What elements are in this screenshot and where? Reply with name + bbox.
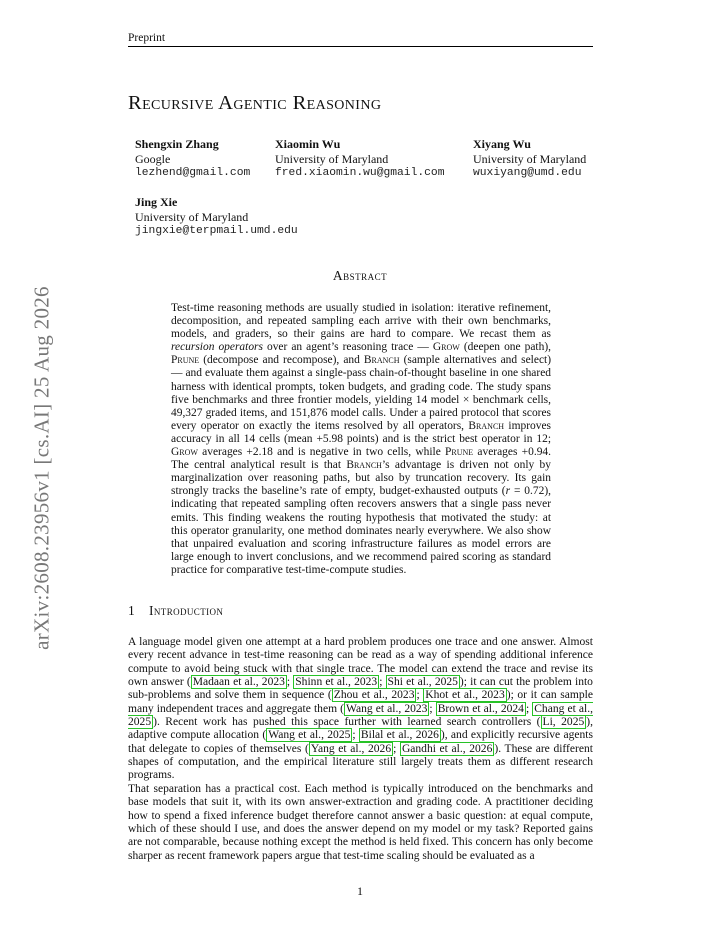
paragraph-text: ;	[393, 742, 400, 755]
citation-link[interactable]: Wang et al., 2025	[268, 729, 351, 742]
author-affiliation: Google	[135, 151, 171, 166]
intro-paragraph: That separation has a practical cost. Each method is typically introduced on the benchmarks and base models that suit it, with its own answer-extraction and grading code. A practitioner deciding how to spend a fixed inference budget therefore cannot answer a basic question: at equal compute, which of these should I use, and does the answer depend on my model or my task? Reported gains are not comparable, because nothing except the method is held fixed. This concern has only become sharper as recent framework papers argue that test-time scaling should be evaluated as a	[128, 783, 593, 862]
author-email: lezhend@gmail.com	[135, 167, 251, 179]
abstract-text: improves accuracy in all 14 cells (mean +5.98 points) and is the strict best operator in 12;	[171, 419, 551, 445]
paragraph-text: ); or it can sample many independent traces and aggregate them (	[128, 689, 593, 715]
intro-paragraph	[128, 636, 593, 783]
citation-link[interactable]: Brown et al., 2024	[437, 702, 524, 715]
citation-link[interactable]: Li, 2025	[542, 716, 585, 729]
paragraph-text: ;	[429, 702, 436, 715]
abstract-text: (decompose and recompose), and	[199, 354, 364, 367]
page-number: 1	[357, 884, 363, 898]
operator-prune: Prune	[445, 446, 474, 459]
paragraph-text: ;	[525, 702, 533, 715]
section-heading	[128, 603, 223, 619]
operator-grow: Grow	[432, 341, 460, 354]
abstract-text: (sample alternatives and select) — and evaluate them against a single-pass chain-of-thought baseline in one shared harness with identical prompts, token budgets, and grading code. The study spans five benchmarks and three frontier models, yielding 14 model × benchmark cells, 49,327 graded items, and 151,876 model calls. Under a paired protocol that scores every operator on exactly the items resolved by all operators,	[171, 354, 552, 432]
header-rule	[128, 46, 593, 47]
citation-link[interactable]: Zhou et al., 2023	[333, 689, 415, 702]
paragraph-text: ), adaptive compute allocation (	[128, 716, 593, 742]
author-name: Jing Xie	[135, 195, 178, 209]
citation-link[interactable]: Bilal et al., 2026	[360, 729, 439, 742]
author-block	[473, 137, 586, 181]
section-title: Introduction	[149, 603, 224, 618]
arxiv-side-identifier: arXiv:2608.23956v1 [cs.AI] 25 Aug 2026	[29, 286, 54, 650]
paragraph-text: A language model given one attempt at a hard problem produces one trace and one answer. Almost every recent advance in test-time reasoning can be read as a way of spending additional inference compute to avoid being stuck with that single trace. The model can extend the trace and revise its own answer (	[128, 636, 593, 689]
paragraph-text: ). These are different shapes of computation, and the empirical literature still largely treats them as different research programs.	[128, 742, 593, 782]
citation-link[interactable]: Shi et al., 2025	[387, 676, 458, 689]
citation-link[interactable]: Khot et al., 2023	[425, 689, 505, 702]
citation-link[interactable]: Gandhi et al., 2026	[401, 742, 493, 755]
abstract-text: ’s advantage is driven not only by marginalization over reasoning paths, but also by truncation recovery. Its gain strongly tracks the baseline’s rate of empty, budget-exhausted outputs (	[171, 459, 551, 498]
operator-branch: Branch	[363, 354, 400, 367]
author-affiliation: University of Maryland	[473, 151, 587, 166]
paper-title: Recursive Agentic Reasoning	[128, 92, 382, 114]
citation-link[interactable]: Madaan et al., 2023	[192, 676, 285, 689]
citation-link[interactable]: Wang et al., 2023	[345, 702, 428, 715]
author-name: Xiyang Wu	[473, 137, 531, 151]
abstract-heading: Abstract	[332, 268, 388, 283]
abstract-text: Test-time reasoning methods are usually studied in isolation: iterative refinement, decomposition, and repeated sampling each arrive with their own benchmarks, models, and graders, so their gains are hard to compare. We recast them as	[171, 302, 551, 341]
operator-grow: Grow	[171, 446, 198, 459]
operator-branch: Branch	[468, 419, 505, 432]
author-email: wuxiyang@umd.edu	[473, 167, 582, 179]
abstract-text: over an agent’s reasoning trace —	[262, 341, 433, 354]
author-name: Xiaomin Wu	[275, 137, 341, 151]
section-number: 1	[128, 603, 135, 618]
correlation-symbol: r	[505, 485, 511, 498]
operator-prune: Prune	[171, 354, 200, 367]
paragraph-text: ;	[416, 689, 424, 702]
citation-link[interactable]: Shinn et al., 2023	[295, 676, 378, 689]
author-email: jingxie@terpmail.umd.edu	[135, 225, 298, 237]
abstract-text: (deepen one path),	[459, 341, 551, 354]
abstract-text: = 0.72), indicating that repeated sampling often recovers answers that a single pass never emits. This finding weakens the routing hypothesis that motivated the study: at this operator granularity, one method dominates nearly everywhere. We also show that unpaired evaluation and scoring infrastructure failures as model errors are large enough to invert conclusions, and we recommend paired scoring as standard practice for comparative test-time-compute studies.	[171, 485, 551, 576]
abstract-emphasis: recursion operators	[171, 341, 263, 354]
author-block	[135, 195, 298, 239]
paragraph-text: ;	[352, 729, 359, 742]
paragraph-text: ); it can cut the problem into sub-problems and solve them in sequence (	[128, 676, 593, 702]
abstract-text: averages +2.18 and is negative in two cells, while	[197, 446, 446, 459]
running-header: Preprint	[128, 32, 166, 44]
citation-link[interactable]: Yang et al., 2026	[310, 742, 392, 755]
abstract-text: averages +0.94. The central analytical result is that	[171, 446, 551, 472]
author-affiliation: University of Maryland	[275, 151, 389, 166]
citation-link[interactable]: Chang et al., 2025	[128, 702, 593, 729]
paragraph-text: ). Recent work has pushed this space further with learned search controllers (	[153, 716, 541, 729]
paragraph-text: ), and explicitly recursive agents that delegate to copies of themselves (	[128, 729, 593, 755]
author-email: fred.xiaomin.wu@gmail.com	[275, 167, 445, 179]
author-affiliation: University of Maryland	[135, 209, 249, 224]
author-block	[135, 137, 250, 181]
paragraph-text: ;	[286, 676, 294, 689]
paragraph-text: ;	[379, 676, 386, 689]
operator-branch: Branch	[346, 459, 382, 472]
abstract-body	[171, 302, 551, 577]
author-name: Shengxin Zhang	[135, 137, 219, 151]
author-block	[275, 137, 444, 181]
